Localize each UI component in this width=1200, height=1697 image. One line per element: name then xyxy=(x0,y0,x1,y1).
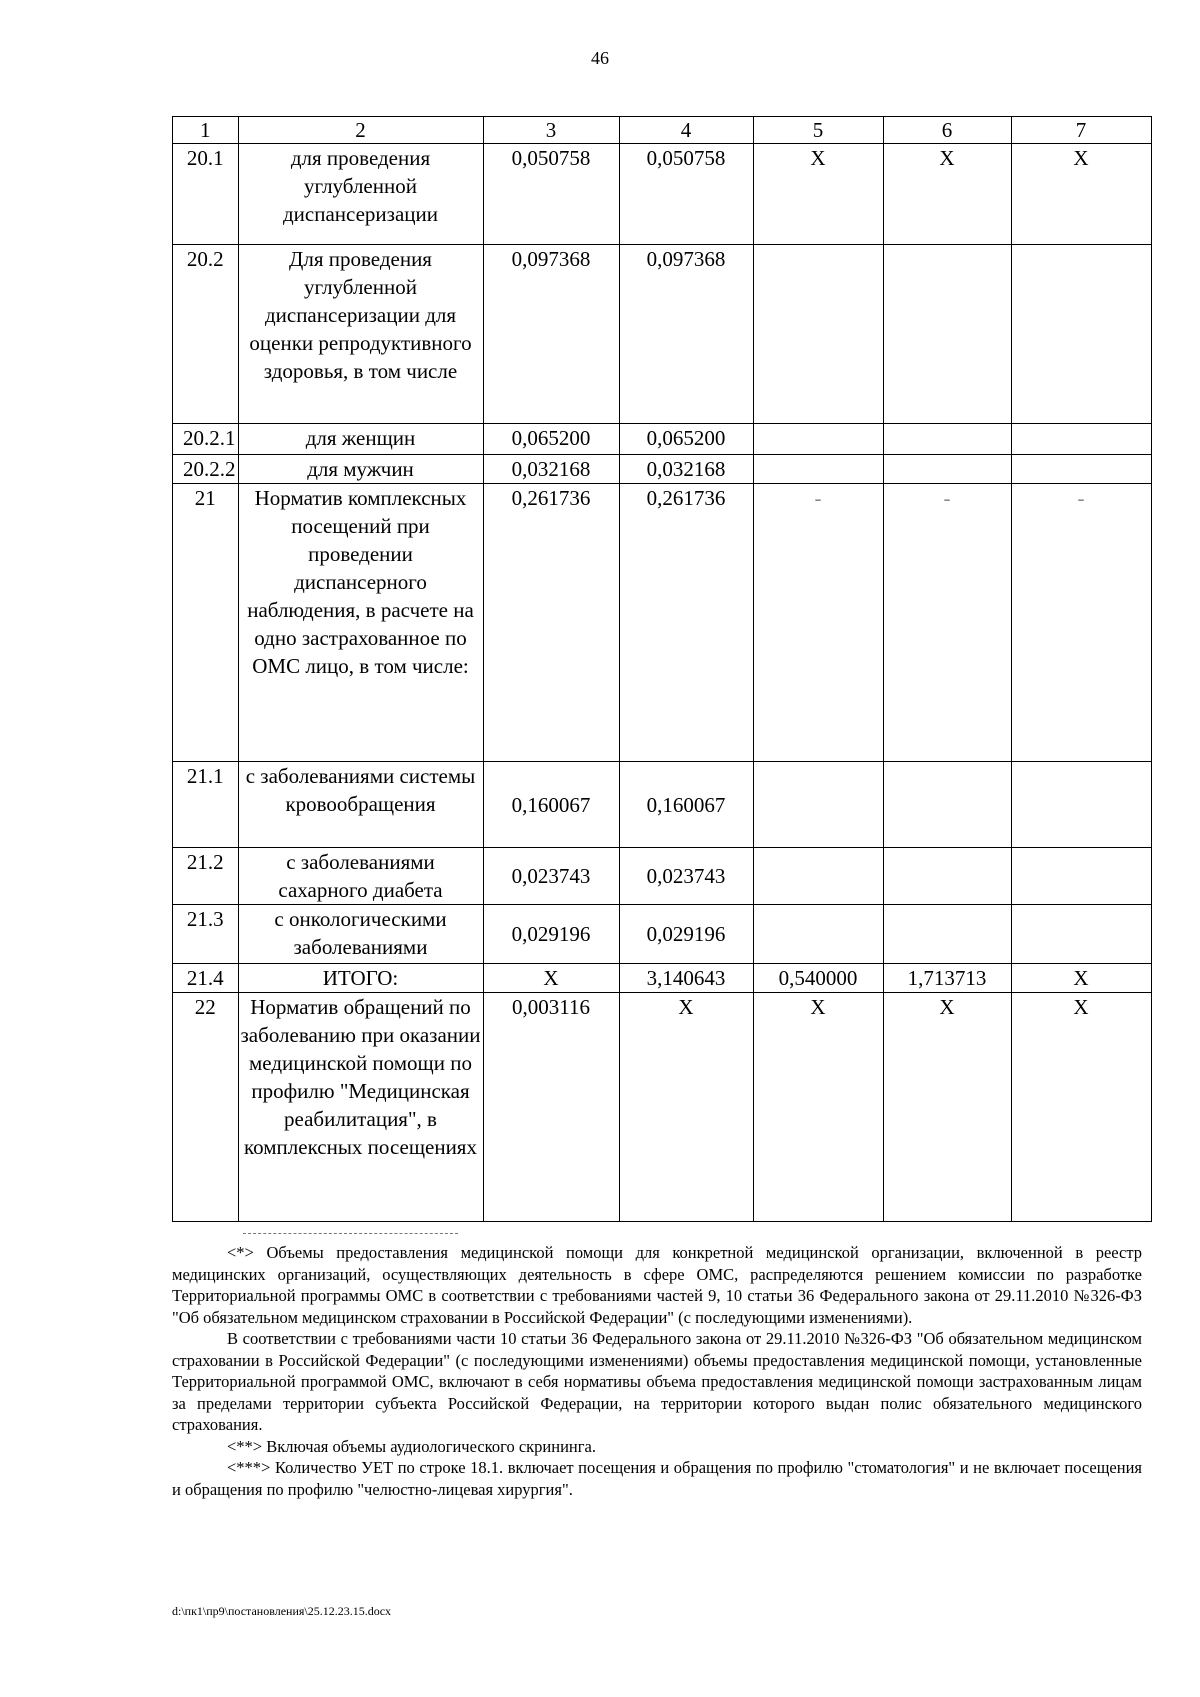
row-label: для проведения углубленной диспансеризации xyxy=(238,144,483,245)
table-row xyxy=(173,762,1152,848)
cell-col6: - xyxy=(883,484,1011,762)
row-label: для мужчин xyxy=(238,455,483,484)
cell-col3: 0,032168 xyxy=(483,455,619,484)
norms-table xyxy=(172,116,1152,1222)
cell-col7 xyxy=(1011,245,1151,424)
row-number: 22 xyxy=(173,993,239,1222)
row-label: Для проведения углубленной диспансеризации для оценки репродуктивного здоровья, в том числе xyxy=(238,245,483,424)
cell-col5 xyxy=(753,424,883,455)
column-header: 7 xyxy=(1011,117,1151,144)
footnote-2: <**> Включая объемы аудиологического скрининга. xyxy=(227,1436,596,1456)
table-header-row xyxy=(173,117,1152,144)
cell-col3: Х xyxy=(483,964,619,993)
cell-col3: 0,160067 xyxy=(483,762,619,848)
row-number: 21.3 xyxy=(173,905,239,964)
cell-col7 xyxy=(1011,455,1151,484)
column-header: 6 xyxy=(883,117,1011,144)
column-header: 1 xyxy=(173,117,239,144)
column-header: 5 xyxy=(753,117,883,144)
cell-col6 xyxy=(883,424,1011,455)
cell-col5: - xyxy=(753,484,883,762)
cell-col4: 0,050758 xyxy=(619,144,753,245)
cell-col3: 0,097368 xyxy=(483,245,619,424)
table-row xyxy=(173,848,1152,905)
table-row xyxy=(173,455,1152,484)
row-number: 20.2.2 xyxy=(173,455,239,484)
cell-col7: - xyxy=(1011,484,1151,762)
cell-col7 xyxy=(1011,848,1151,905)
table-row xyxy=(173,424,1152,455)
row-label: с онкологическими заболеваниями xyxy=(238,905,483,964)
row-number: 20.2 xyxy=(173,245,239,424)
column-header: 3 xyxy=(483,117,619,144)
cell-col7: Х xyxy=(1011,993,1151,1222)
cell-col3: 0,261736 xyxy=(483,484,619,762)
row-number: 21.4 xyxy=(173,964,239,993)
row-label: с заболеваниями сахарного диабета xyxy=(238,848,483,905)
cell-col7: Х xyxy=(1011,964,1151,993)
cell-col3: 0,050758 xyxy=(483,144,619,245)
footnote-separator xyxy=(243,1233,458,1234)
table-row xyxy=(173,905,1152,964)
cell-col5: 0,540000 xyxy=(753,964,883,993)
cell-col5 xyxy=(753,848,883,905)
row-label: с заболеваниями системы кровообращения xyxy=(238,762,483,848)
row-label: Норматив комплексных посещений при проведении диспансерного наблюдения, в расчете на одно застрахованное по ОМС лицо, в том числе: xyxy=(238,484,483,762)
footnote-paragraph: В соответствии с требованиями части 10 статьи 36 Федерального закона от 29.11.2010 №326-ФЗ "Об обязательном медицинском страховании в Российской Федерации" (с последующими изменениями) объемы предоставления медицинской помощи, установленные Территориальной программой ОМС, включают в себя нормативы объема предоставления медицинской помощи застрахованным лицам за пределами территории субъекта Российской Федерации, на территории которого выдан полис обязательного медицинского страхования. xyxy=(172,1329,1142,1434)
cell-col6 xyxy=(883,848,1011,905)
row-number: 21.1 xyxy=(173,762,239,848)
page-number: 46 xyxy=(591,48,609,68)
cell-col5 xyxy=(753,455,883,484)
cell-col4: 0,097368 xyxy=(619,245,753,424)
cell-col7: Х xyxy=(1011,144,1151,245)
footnote-3: <***> Количество УЕТ по строке 18.1. включает посещения и обращения по профилю "стоматология" и не включает посещения и обращения по профилю "челюстно-лицевая хирургия". xyxy=(172,1458,1142,1499)
cell-col3: 0,003116 xyxy=(483,993,619,1222)
row-label: ИТОГО: xyxy=(238,964,483,993)
file-path: d:\пк1\пр9\постановления\25.12.23.15.docx xyxy=(172,1604,392,1618)
row-label: Норматив обращений по заболеванию при оказании медицинской помощи по профилю "Медицинская реабилитация", в комплексных посещениях xyxy=(238,993,483,1222)
cell-col7 xyxy=(1011,762,1151,848)
cell-col4: 0,023743 xyxy=(619,848,753,905)
footnote-1: <*> Объемы предоставления медицинской помощи для конкретной медицинской организации, включенной в реестр медицинских организаций, осуществляющих деятельность в сфере ОМС, распределяются решением комиссии по разработке Территориальной программы ОМС в соответствии с требованиями частей 9, 10 статьи 36 Федерального закона от 29.11.2010 №326-ФЗ "Об обязательном медицинском страховании в Российской Федерации" (с последующими изменениями). xyxy=(172,1243,1142,1327)
cell-col5: Х xyxy=(753,144,883,245)
cell-col3: 0,065200 xyxy=(483,424,619,455)
column-header: 4 xyxy=(619,117,753,144)
row-number: 20.1 xyxy=(173,144,239,245)
cell-col3: 0,023743 xyxy=(483,848,619,905)
table-row xyxy=(173,993,1152,1222)
cell-col6: Х xyxy=(883,144,1011,245)
cell-col6 xyxy=(883,905,1011,964)
cell-col4: 0,261736 xyxy=(619,484,753,762)
row-number: 20.2.1 xyxy=(173,424,239,455)
cell-col4: 0,029196 xyxy=(619,905,753,964)
cell-col3: 0,029196 xyxy=(483,905,619,964)
cell-col6: 1,713713 xyxy=(883,964,1011,993)
table-row xyxy=(173,964,1152,993)
cell-col4: 0,032168 xyxy=(619,455,753,484)
table-row xyxy=(173,245,1152,424)
cell-col5 xyxy=(753,905,883,964)
row-number: 21 xyxy=(173,484,239,762)
row-label: для женщин xyxy=(238,424,483,455)
table-row xyxy=(173,144,1152,245)
cell-col5 xyxy=(753,762,883,848)
cell-col4: 3,140643 xyxy=(619,964,753,993)
cell-col4: Х xyxy=(619,993,753,1222)
cell-col7 xyxy=(1011,905,1151,964)
cell-col6 xyxy=(883,245,1011,424)
footnotes xyxy=(172,1242,1142,1500)
table-row xyxy=(173,484,1152,762)
cell-col6 xyxy=(883,455,1011,484)
cell-col4: 0,160067 xyxy=(619,762,753,848)
cell-col6 xyxy=(883,762,1011,848)
cell-col4: 0,065200 xyxy=(619,424,753,455)
column-header: 2 xyxy=(238,117,483,144)
cell-col5 xyxy=(753,245,883,424)
cell-col7 xyxy=(1011,424,1151,455)
row-number: 21.2 xyxy=(173,848,239,905)
cell-col6: Х xyxy=(883,993,1011,1222)
cell-col5: Х xyxy=(753,993,883,1222)
